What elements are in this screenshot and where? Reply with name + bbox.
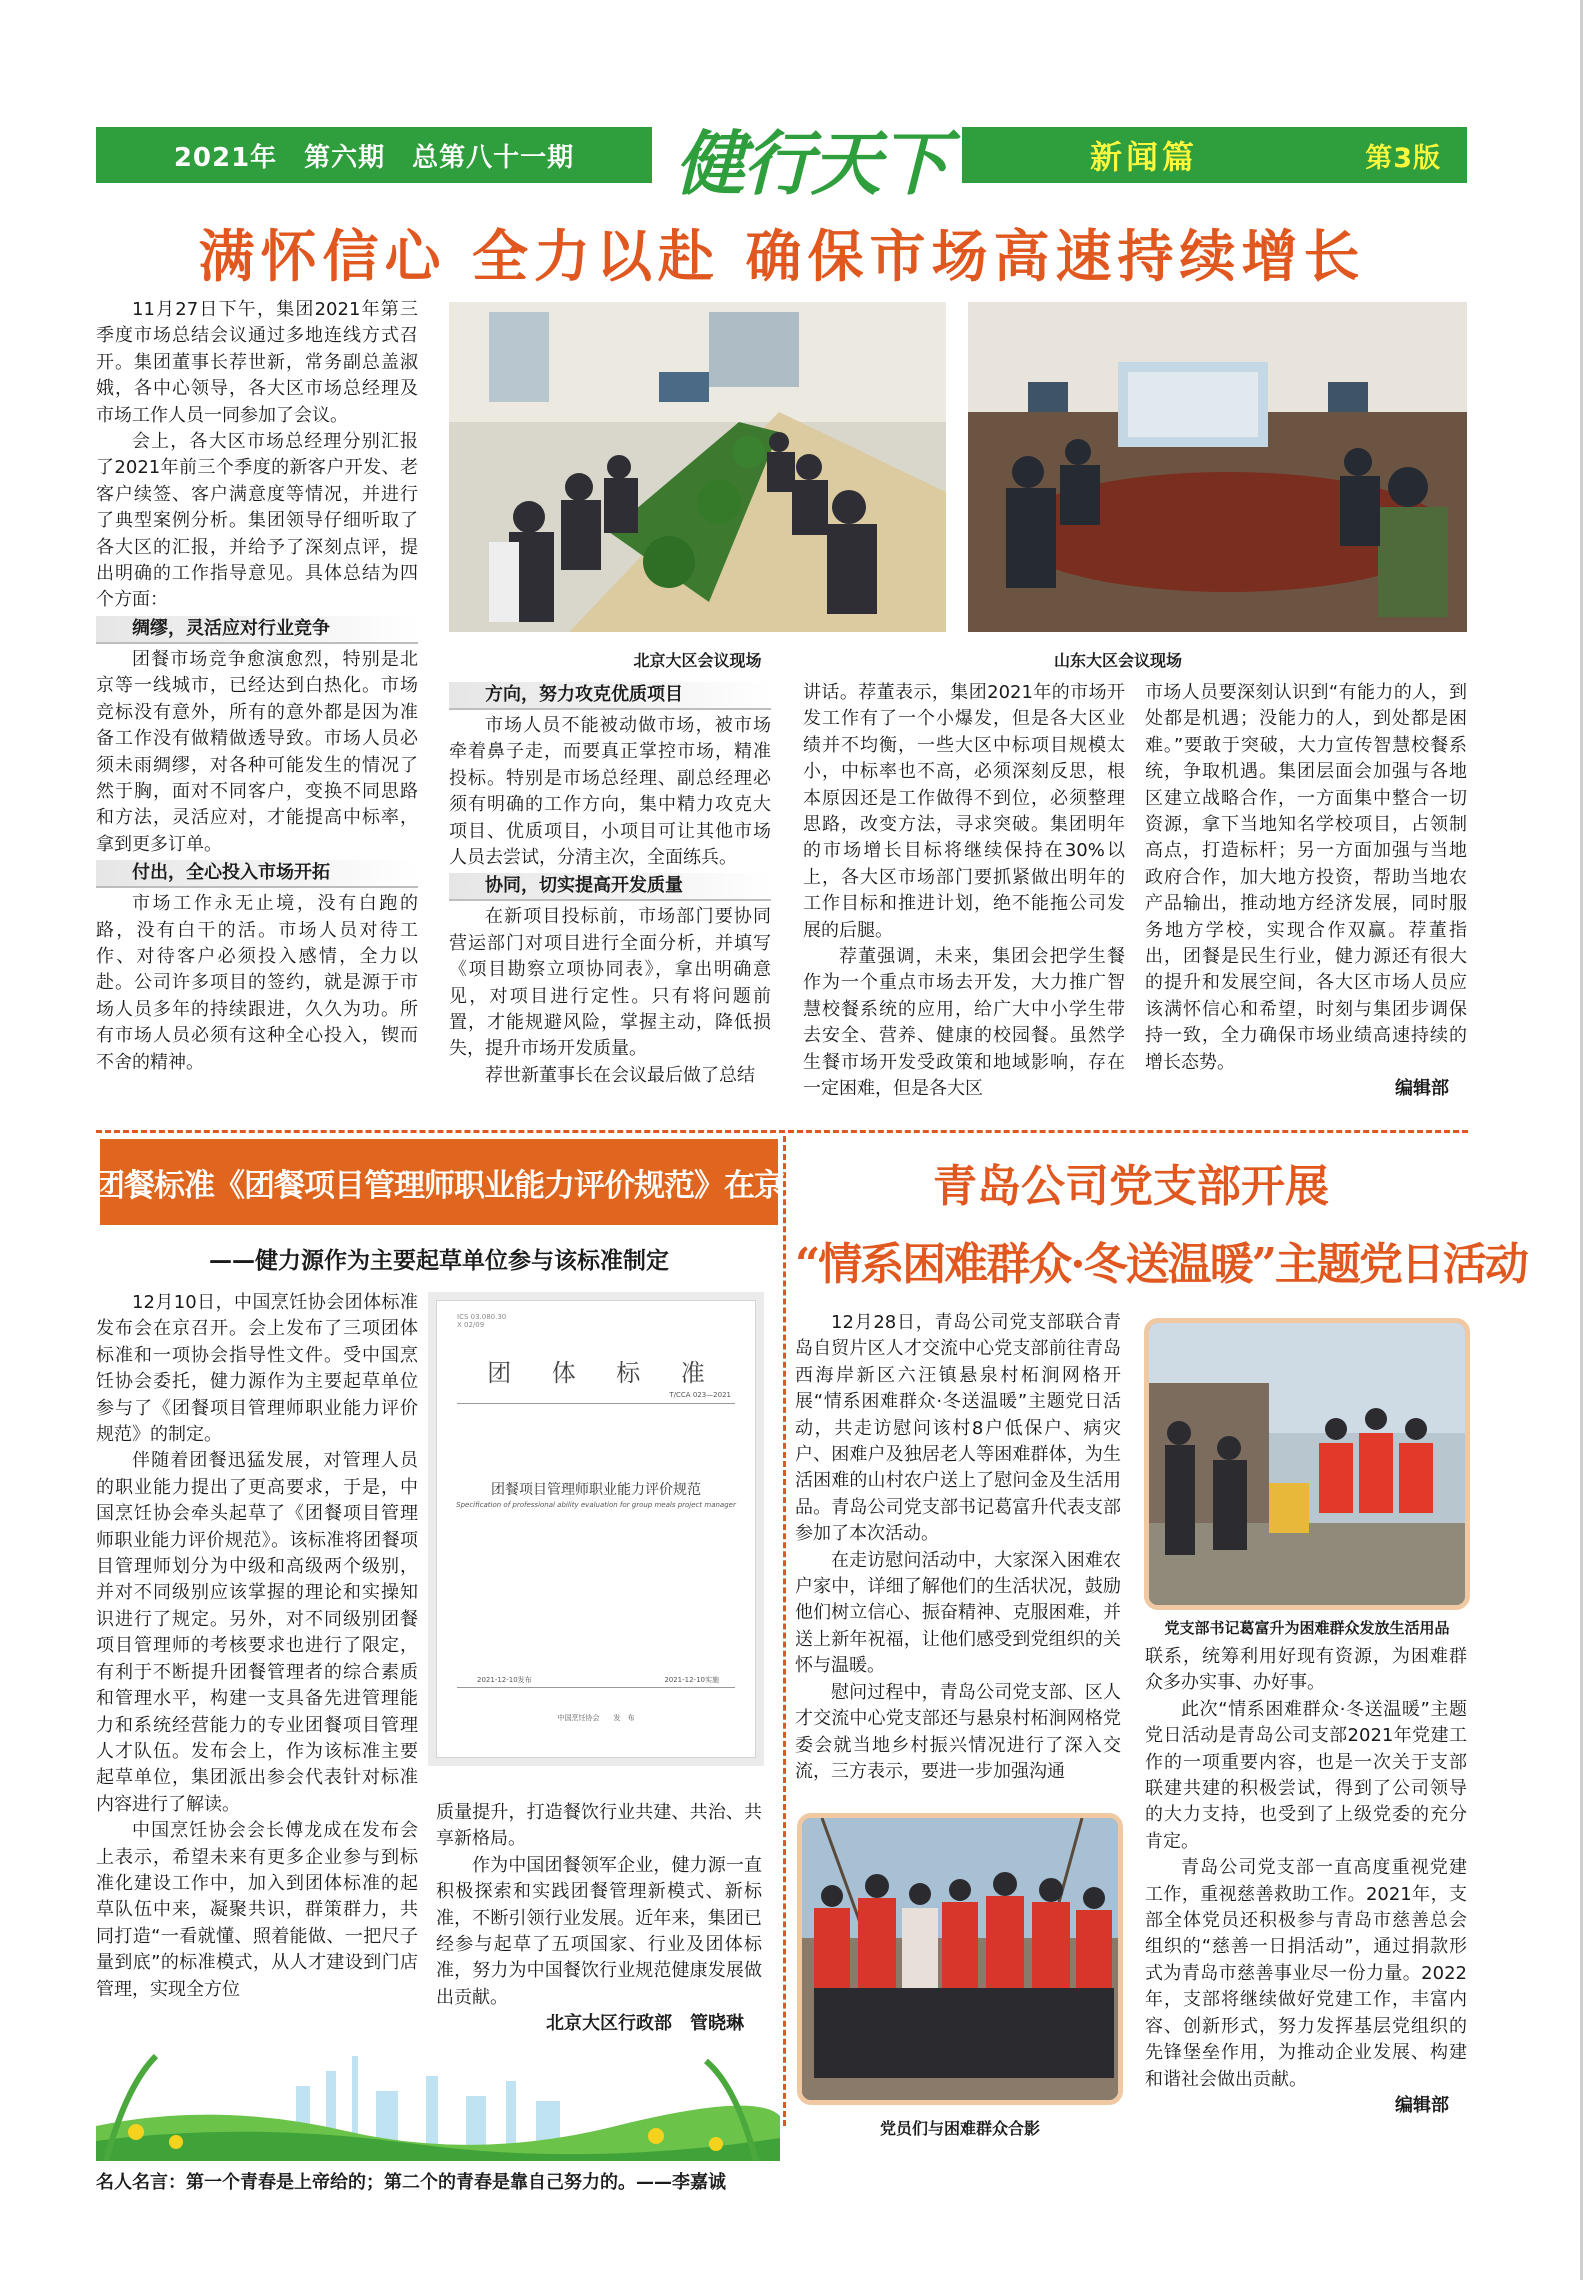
subheading: 方向，努力攻克优质项目	[449, 682, 771, 710]
column-divider	[783, 1136, 786, 2126]
standard-column-2	[436, 1800, 762, 2038]
signature: 编辑部	[1395, 2094, 1449, 2116]
photo-caption: 北京大区会议现场	[633, 651, 762, 670]
doc-code: ICS 03.080.30	[457, 1313, 507, 1321]
section-divider	[96, 1130, 1468, 1133]
paragraph: 此次“情系困难群众·冬送温暖”主题党日活动是青岛公司支部2021年党建工作的一项重要内容，也是一次关于支部联建共建的积极尝试，得到了公司领导的大力支持，也受到了上级党委的充分肯定。	[1145, 1698, 1467, 1852]
donation-photo	[1144, 1318, 1470, 1610]
photo-caption: 党员们与困难群众合影	[879, 2119, 1040, 2138]
paragraph: 市场人员要深刻认识到“有能力的人，到处都是机遇；没能力的人，到处都是困难。”要敢于突破，大力宣传智慧校餐系统，争取机遇。集团层面会加强与各地区建立战略合作，一方面集中整合一切资源，拿下当地知名学校项目，占领制高点，打造标杆；另一方面加强与当地政府合作，加大地方投资，帮助当地农产品输出，推动地方经济发展，同时服务地方学校，实现合作双赢。荐董指出，团餐是民生行业，健力源还有很大的提升和发展空间，各大区市场人员应该满怀信心和希望，时刻与集团步调保持一致，全力确保市场业绩高速持续的增长态势。	[1145, 682, 1467, 1073]
paragraph: 11月27日下午，集团2021年第三季度市场总结会议通过多地连线方式召开。集团董事长荐世新，常务副总盖淑娥，各中心领导，各大区市场总经理及市场工作人员一同参加了会议。	[96, 299, 418, 426]
doc-issued: 2021-12-10发布	[477, 1676, 532, 1684]
subheading: 协同，切实提高开发质量	[449, 873, 771, 901]
doc-title: 团餐项目管理师职业能力评价规范	[491, 1482, 701, 1498]
doc-effective: 2021-12-10实施	[664, 1676, 719, 1684]
subheading: 绸缪，灵活应对行业竞争	[96, 616, 418, 644]
paragraph: 荐董强调，未来，集团会把学生餐作为一个重点市场去开发，大力推广智慧校餐系统的应用，给广大中小学生带去安全、营养、健康的校园餐。虽然学生餐市场开发受政策和地域影响，存在一定困难，但是各大区	[803, 946, 1125, 1100]
paragraph: 在走访慰问活动中，大家深入困难农户家中，详细了解他们的生活状况，鼓励他们树立信心、振奋精神、克服困难，并送上新年祝福，让他们感受到党组织的关怀与温暖。	[795, 1549, 1121, 1677]
doc-kind	[437, 1353, 755, 1388]
party-headline-line2: “情系困难群众·冬送温暖”主题党日活动	[795, 1239, 1527, 1290]
photo-caption: 山东大区会议现场	[1053, 651, 1182, 670]
group-photo	[797, 1813, 1123, 2105]
decorative-banner	[96, 2046, 780, 2161]
issue-bar	[96, 127, 652, 183]
edition-number: 第3版	[1365, 142, 1441, 174]
paragraph: 在新项目投标前，市场部门要协同营运部门对项目进行全面分析，并填写《项目勘察立项协同表》，拿出明确意见，对项目进行定性。只有将问题前置，才能规避风险，掌握主动，降低损失，提升市场开发质量。	[449, 906, 771, 1060]
doc-kind-char: 体	[551, 1359, 576, 1387]
beijing-meeting-photo	[449, 302, 946, 632]
paragraph: 团餐市场竞争愈演愈烈，特别是北京等一线城市，已经达到白热化。市场竞标没有意外，所有的意外都是因为准备工作没有做精做透导致。市场人员必须未雨绸缪，对各种可能发生的情况了然于胸，面对不同客户，变换不同思路和方法，灵活应对，才能提高中标率，拿到更多订单。	[96, 648, 418, 855]
paragraph: 市场人员不能被动做市场，被市场牵着鼻子走，而要真正掌控市场，精准投标。特别是市场总经理、副总经理必须有明确的工作方向，集中精力攻克大项目、优质项目，小项目可让其他市场人员去尝试，分清主次，全面练兵。	[449, 715, 771, 869]
doc-code: X 02/09	[457, 1321, 485, 1329]
doc-kind-char: 标	[616, 1359, 641, 1387]
paragraph: 联系，统筹利用好现有资源，为困难群众多办实事、办好事。	[1145, 1646, 1467, 1694]
shandong-meeting-photo	[968, 302, 1467, 632]
standard-document-image	[436, 1300, 756, 1758]
party-headline-line1: 青岛公司党支部开展	[933, 1161, 1329, 1212]
paragraph: 会上，各大区市场总经理分别汇报了2021年前三个季度的新客户开发、老客户续签、客户满意度等情况，并进行了典型案例分析。集团领导仔细听取了各大区的汇报，并给予了深刻点评，提出明确的工作指导意见。具体总结为四个方面：	[96, 431, 418, 611]
paragraph: 12月10日，中国烹饪协会团体标准发布会在京召开。会上发布了三项团体标准和一项协会指导性文件。受中国烹饪协会委托，健力源作为主要起草单位参与了《团餐项目管理师职业能力评价规范》的制定。	[96, 1292, 418, 1446]
doc-publisher: 中国烹饪协会 发 布	[557, 1714, 635, 1722]
section-name: 新闻篇	[1090, 138, 1199, 176]
doc-rule	[457, 1687, 735, 1688]
signature: 北京大区行政部 管晓琳	[546, 2013, 744, 2035]
famous-quote: 名人名言：第一个青春是上帝给的；第二个的青春是靠自己努力的。——李嘉诚	[96, 2172, 726, 2193]
standard-subtitle: ——健力源作为主要起草单位参与该标准制定	[209, 1248, 669, 1274]
paragraph: 讲话。荐董表示，集团2021年的市场开发工作有了一个小爆发，但是各大区业绩并不均衡，一些大区中标项目规模太小，中标率也不高，必须深刻反思，根本原因还是工作做得不到位，必须整理思路，改变方法，寻求突破。集团明年的市场增长目标将继续保持在30%以上，各大区市场部门要抓紧做出明年的工作目标和推进计划，绝不能拖公司发展的后腿。	[803, 682, 1125, 941]
subheading: 付出，全心投入市场开拓	[96, 860, 418, 888]
brand-logo: 健行天下	[675, 121, 947, 205]
section-bar	[962, 127, 1467, 183]
signature: 编辑部	[1395, 1078, 1449, 1100]
photo-caption: 党支部书记葛富升为困难群众发放生活用品	[1164, 1619, 1450, 1637]
lead-column-2	[449, 680, 771, 1089]
party-column-1	[795, 1310, 1121, 1785]
issue-info: 2021年 第六期 总第八十一期	[173, 142, 575, 173]
doc-kind-char: 团	[487, 1359, 512, 1387]
lead-headline: 满怀信心 全力以赴 确保市场高速持续增长	[198, 224, 1366, 290]
standard-headline: 中国团餐标准《团餐项目管理师职业能力评价规范》在京发布	[100, 1139, 778, 1225]
paragraph: 中国烹饪协会会长傅龙成在发布会上表示，希望未来有更多企业参与到标准化建设工作中，加入到团体标准的起草队伍中来，凝聚共识，群策群力，共同打造“一看就懂、照着能做、一把尺子量到底”的标准模式，从人才建设到门店管理，实现全方位	[96, 1820, 418, 2000]
lead-column-1	[96, 297, 418, 1076]
paragraph: 青岛公司党支部一直高度重视党建工作，重视慈善救助工作。2021年，支部全体党员还积极参与青岛市慈善总会组织的“慈善一日捐活动”，通过捐款形式为青岛市慈善事业尽一份力量。2022年，支部将继续做好党建工作，丰富内容、创新形式，努力发挥基层党组织的先锋堡垒作用，为推动企业发展、构建和谐社会做出贡献。	[1145, 1857, 1467, 2090]
paragraph: 荐世新董事长在会议最后做了总结	[485, 1064, 755, 1086]
paragraph: 质量提升，打造餐饮行业共建、共治、共享新格局。	[436, 1802, 762, 1850]
paragraph: 慰问过程中，青岛公司党支部、区人才交流中心党支部还与悬泉村柘涧网格党委会就当地乡村振兴情况进行了深入交流，三方表示，要进一步加强沟通	[795, 1681, 1121, 1782]
doc-rule	[457, 1403, 735, 1404]
lead-column-3	[803, 680, 1125, 1103]
party-column-2	[1145, 1644, 1467, 2119]
doc-english-title: Specification of professional ability evaluation for group meals project manager	[456, 1501, 736, 1509]
lead-column-4	[1145, 680, 1467, 1103]
paragraph: 作为中国团餐领军企业，健力源一直积极探索和实践团餐管理新模式、新标准，不断引领行业发展。近年来，集团已经参与起草了五项国家、行业及团体标准，努力为中国餐饮行业规范健康发展做出贡献。	[436, 1854, 762, 2008]
paragraph: 12月28日，青岛公司党支部联合青岛自贸片区人才交流中心党支部前往青岛西海岸新区六汪镇悬泉村柘涧网格开展“情系困难群众·冬送温暖”主题党日活动，共走访慰问该村8户低保户、病灾户、困难户及独居老人等困难群体，为生活困难的山村农户送上了慰问金及生活用品。青岛公司党支部书记葛富升代表支部参加了本次活动。	[795, 1312, 1121, 1545]
doc-kind-char: 准	[680, 1359, 705, 1387]
paragraph: 市场工作永无止境，没有白跑的路，没有白干的活。市场人员对待工作、对待客户必须投入感情，全力以赴。公司许多项目的签约，就是源于市场人员多年的持续跟进，久久为功。所有市场人员必须有这种全心投入，锲而不舍的精神。	[96, 893, 418, 1073]
doc-number: T/CCA 023—2021	[669, 1391, 731, 1399]
paragraph: 伴随着团餐迅猛发展，对管理人员的职业能力提出了更高要求，于是，中国烹饪协会牵头起草了《团餐项目管理师职业能力评价规范》。该标准将团餐项目管理师划分为中级和高级两个级别，并对不同级别应该掌握的理论和实操知识进行了规定。另外，对不同级别团餐项目管理师的考核要求也进行了限定，有利于不断提升团餐管理者的综合素质和管理水平，构建一支具备先进管理能力和系统经营能力的专业团餐项目管理人才队伍。发布会上，作为该标准主要起草单位，集团派出参会代表针对标准内容进行了解读。	[96, 1450, 418, 1815]
standard-column-1	[96, 1290, 418, 2003]
